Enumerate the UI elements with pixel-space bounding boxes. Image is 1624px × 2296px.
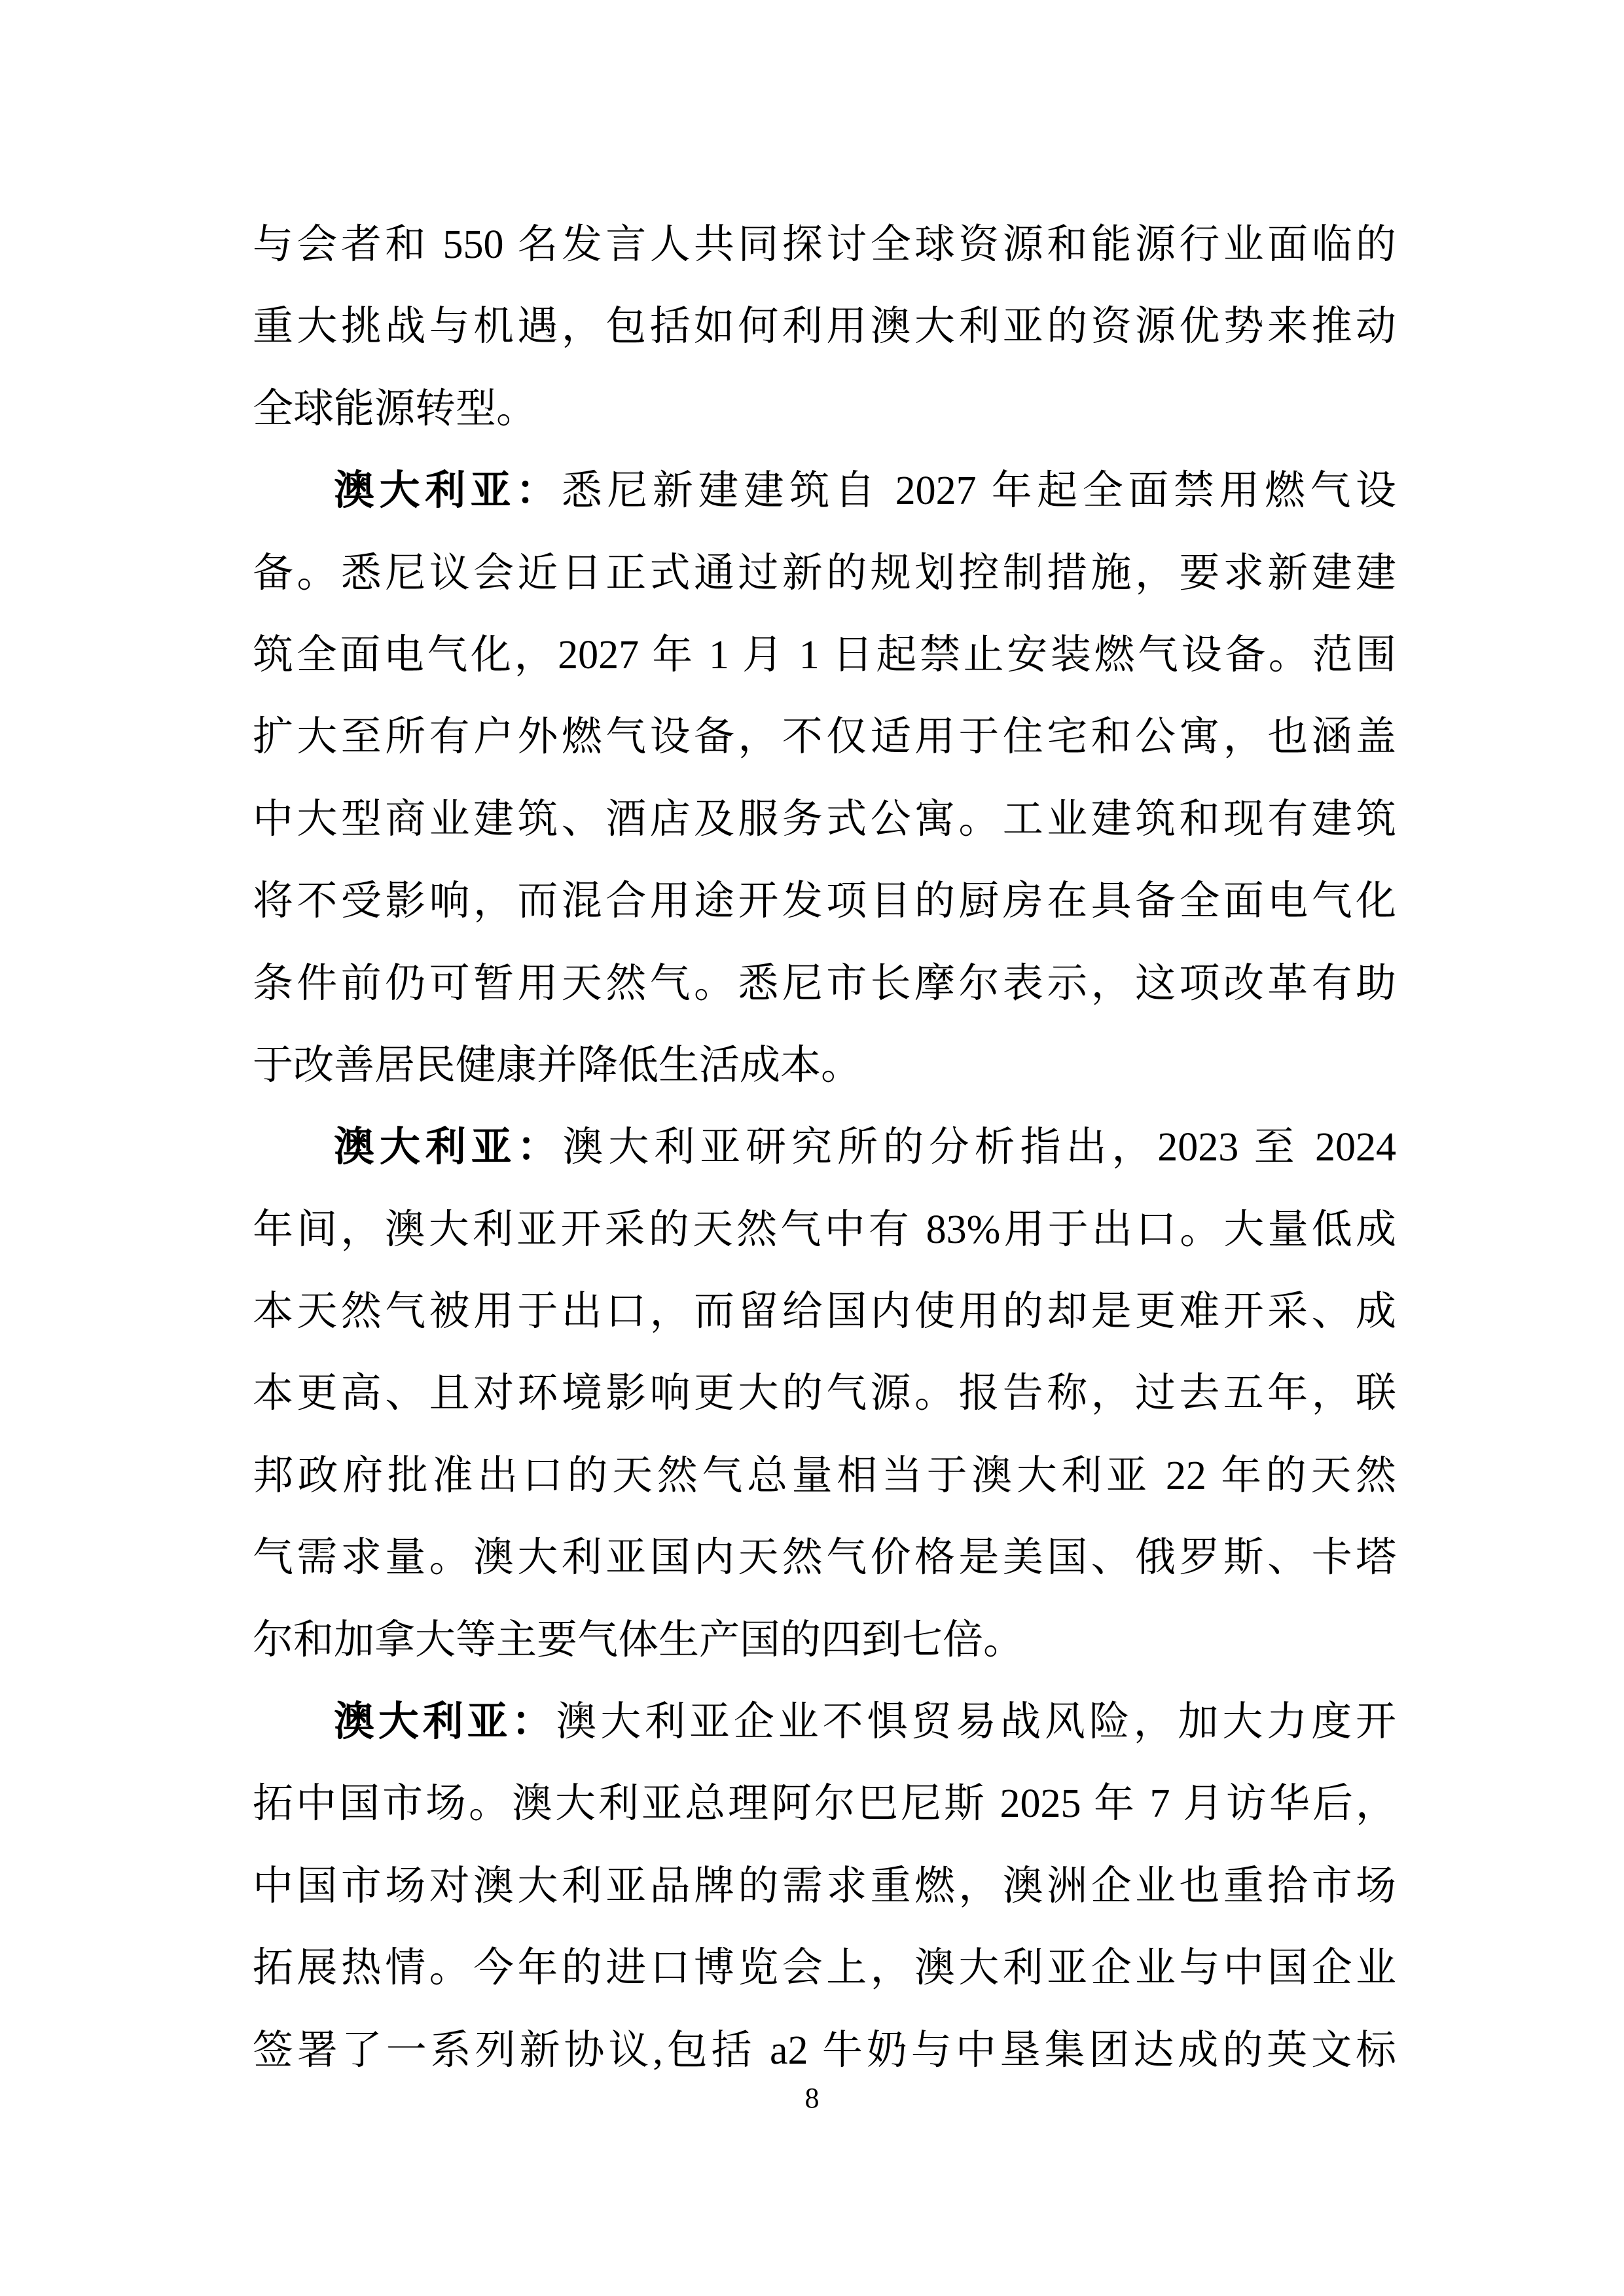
paragraph [253,204,1396,450]
text-line: 邦政府批准出口的天然气总量相当于澳大利亚 22 年的天然 [253,1453,1396,1498]
text-line: 尔和加拿大等主要气体生产国的四到七倍。 [253,1617,1024,1662]
text-line: 与会者和 550 名发言人共同探讨全球资源和能源行业面临的 [253,223,1396,267]
text-line: 本更高、且对环境影响更大的气源。报告称，过去五年，联 [253,1371,1396,1416]
text-line: 年间，澳大利亚开采的天然气中有 83%用于出口。大量低成 [253,1207,1396,1252]
text-line: 中大型商业建筑、酒店及服务式公寓。工业建筑和现有建筑 [253,797,1396,842]
text-line: 签署了一系列新协议,包括 a2 牛奶与中垦集团达成的英文标 [253,2028,1396,2073]
text-line: 筑全面电气化，2027 年 1 月 1 日起禁止安装燃气设备。范围 [253,632,1396,677]
text-line: 拓中国市场。澳大利亚总理阿尔巴尼斯 2025 年 7 月访华后， [253,1782,1396,1827]
paragraph-lead-bold: 澳大利亚： [334,1700,556,1745]
text-line: 澳大利亚：澳大利亚研究所的分析指出，2023 至 2024 [334,1125,1396,1170]
text-line: 气需求量。澳大利亚国内天然气价格是美国、俄罗斯、卡塔 [253,1535,1396,1581]
text-line: 条件前仍可暂用天然气。悉尼市长摩尔表示，这项改革有助 [253,961,1396,1006]
text-line: 备。悉尼议会近日正式通过新的规划控制措施，要求新建建 [253,550,1396,596]
text-line: 澳大利亚：澳大利亚企业不惧贸易战风险，加大力度开 [334,1700,1396,1745]
text-line: 澳大利亚：悉尼新建建筑自 2027 年起全面禁用燃气设 [334,469,1396,514]
text-line: 将不受影响，而混合用途开发项目的厨房在具备全面电气化 [253,879,1396,924]
paragraph [253,1681,1396,2092]
text-line: 于改善居民健康并降低生活成本。 [253,1043,862,1088]
paragraph [253,1107,1396,1681]
text-line: 重大挑战与机遇，包括如何利用澳大利亚的资源优势来推动 [253,304,1396,350]
text-line: 本天然气被用于出口，而留给国内使用的却是更难开采、成 [253,1289,1396,1335]
text-line: 扩大至所有户外燃气设备，不仅适用于住宅和公寓，也涵盖 [253,715,1396,760]
paragraph-lead-bold: 澳大利亚： [334,1125,563,1170]
text-line: 拓展热情。今年的进口博览会上，澳大利亚企业与中国企业 [253,1946,1396,1991]
text-line: 中国市场对澳大利亚品牌的需求重燃，澳洲企业也重拾市场 [253,1863,1396,1909]
text-body [253,204,1396,2092]
paragraph-lead-bold: 澳大利亚： [334,469,562,514]
page-number: 8 [804,2082,820,2114]
paragraph [253,450,1396,1107]
text-line: 全球能源转型。 [253,386,537,431]
